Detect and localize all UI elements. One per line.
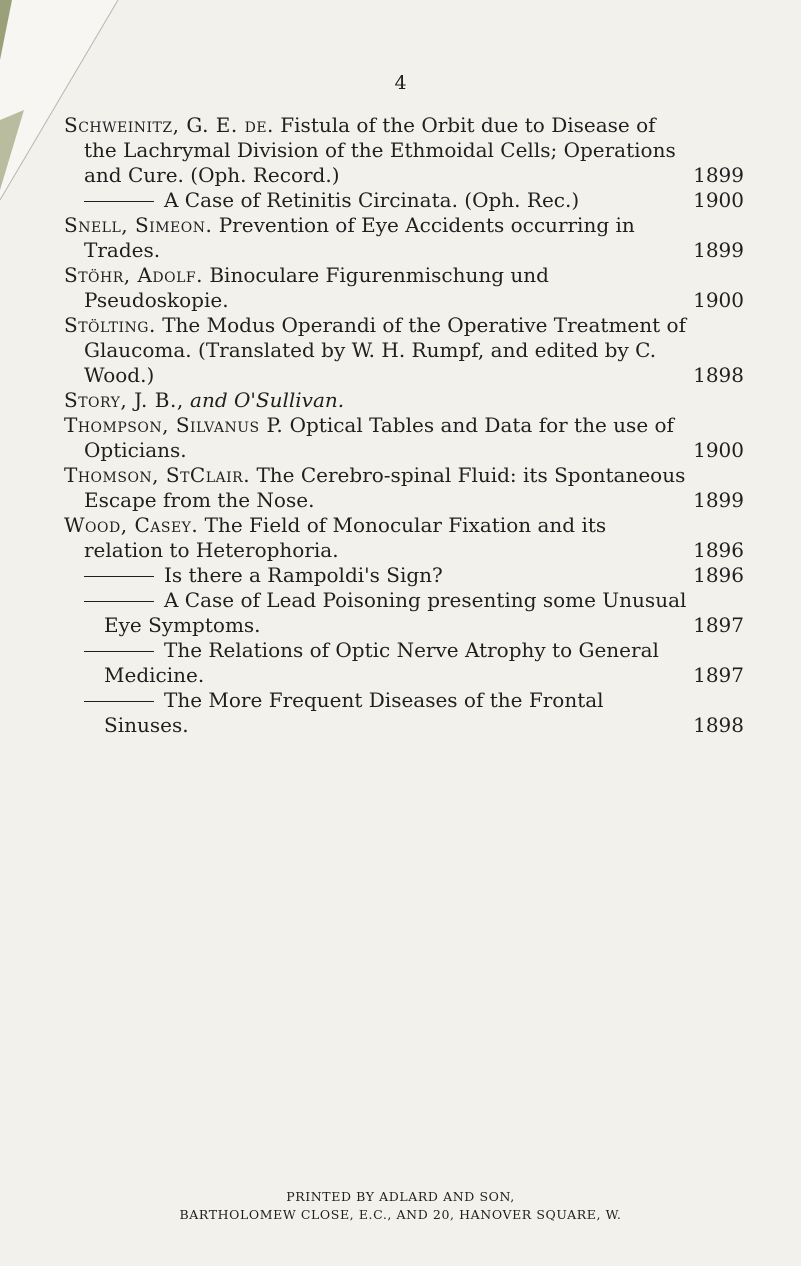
page-number: 4 (394, 72, 407, 94)
entry-title: The Relations of Optic Nerve Atrophy to General Medicine. (104, 638, 659, 687)
entry-author: Schweinitz, G. E. de. (64, 113, 274, 137)
entry-author: Thomson, StClair. (64, 463, 251, 487)
entry-title: The Cerebro-spinal Fluid: its Spontaneous Escape from the Nose. (84, 463, 686, 512)
imprint-line-2: BARTHOLOMEW CLOSE, E.C., AND 20, HANOVER SQUARE, W. (179, 1207, 622, 1222)
entry-year: 1899 (693, 488, 744, 512)
entry-title: A Case of Lead Poisoning presenting some Unusual Eye Symptoms. (104, 588, 687, 637)
ditto-dash (84, 601, 154, 602)
ditto-dash (84, 201, 154, 202)
entry-title: Fistula of the Orbit due to Disease of the Lachrymal Division of the Ethmoidal Cells; Operations and Cure. (Oph. Record.) (84, 113, 676, 187)
ditto-dash (84, 576, 154, 577)
entry-year: 1900 (693, 438, 744, 462)
list-item (64, 388, 744, 413)
list-item (64, 638, 744, 688)
list-item (64, 188, 744, 213)
ditto-dash (84, 701, 154, 702)
entry-year: 1896 (693, 538, 744, 562)
entry-title: Optical Tables and Data for the use of Opticians. (84, 413, 674, 462)
printer-imprint (0, 1188, 801, 1224)
bibliography-list (64, 113, 744, 738)
entry-title: and O'Sullivan. (190, 388, 345, 412)
entry-year: 1897 (693, 613, 744, 637)
list-item (64, 113, 744, 188)
entry-title: Binoculare Figurenmischung und Pseudoskopie. (84, 263, 549, 312)
list-item (64, 563, 744, 588)
list-item (64, 213, 744, 263)
entry-year: 1898 (693, 713, 744, 737)
list-item (64, 588, 744, 638)
entry-title: Is there a Rampoldi's Sign? (164, 563, 443, 587)
list-item (64, 463, 744, 513)
entry-author: Story, J. B., (64, 388, 184, 412)
list-item (64, 263, 744, 313)
list-item (64, 688, 744, 738)
entry-year: 1899 (693, 163, 744, 187)
ditto-dash (84, 651, 154, 652)
list-item (64, 313, 744, 388)
entry-title: Prevention of Eye Accidents occurring in Trades. (84, 213, 635, 262)
entry-title: The Modus Operandi of the Operative Treatment of Glaucoma. (Translated by W. H. Rumpf, and edited by C. Wood.) (84, 313, 686, 387)
imprint-line-1: PRINTED BY ADLARD AND SON, (286, 1189, 515, 1204)
entry-author: Snell, Simeon. (64, 213, 213, 237)
entry-author: Wood, Casey. (64, 513, 199, 537)
entry-author: Stölting. (64, 313, 156, 337)
entry-title: The Field of Monocular Fixation and its relation to Heterophoria. (84, 513, 607, 562)
entry-year: 1896 (693, 563, 744, 587)
entry-year: 1899 (693, 238, 744, 262)
entry-author: Thompson, Silvanus P. (64, 413, 284, 437)
entry-year: 1900 (693, 188, 744, 212)
entry-year: 1900 (693, 288, 744, 312)
list-item (64, 513, 744, 563)
list-item (64, 413, 744, 463)
entry-title: A Case of Retinitis Circinata. (Oph. Rec.) (164, 188, 580, 212)
entry-author: Stöhr, Adolf. (64, 263, 203, 287)
entry-year: 1898 (693, 363, 744, 387)
entry-title: The More Frequent Diseases of the Frontal Sinuses. (104, 688, 604, 737)
entry-year: 1897 (693, 663, 744, 687)
